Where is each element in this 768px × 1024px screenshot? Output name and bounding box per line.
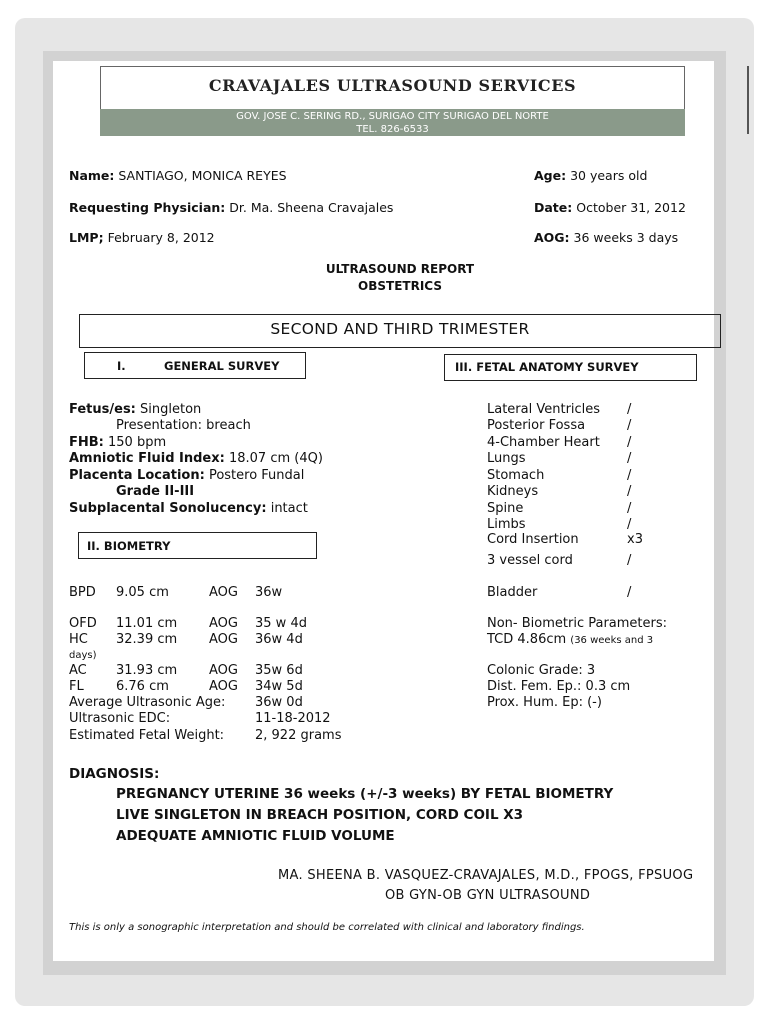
biometry-aog: 36w 4d bbox=[255, 632, 303, 647]
subplacental-value: intact bbox=[270, 501, 308, 516]
placenta-grade bbox=[116, 484, 194, 500]
average-age-value: 36w 0d bbox=[255, 695, 303, 710]
clinic-address: GOV. JOSE C. SERING RD., SURIGAO CITY SURIGAO DEL NORTE bbox=[236, 111, 549, 122]
anatomy-survey-heading: III. FETAL ANATOMY SURVEY bbox=[455, 360, 639, 374]
biometry-aog: 35 w 4d bbox=[255, 616, 307, 631]
lmp-label: LMP; bbox=[69, 230, 104, 245]
fhb-value: 150 bpm bbox=[108, 435, 167, 450]
anatomy-mark: / bbox=[627, 553, 632, 568]
biometry-aog: 35w 6d bbox=[255, 663, 303, 678]
anatomy-organ: Cord Insertion bbox=[487, 532, 579, 547]
general-survey-heading: GENERAL SURVEY bbox=[164, 359, 280, 373]
biometry-aog: 34w 5d bbox=[255, 679, 303, 694]
disclaimer: This is only a sonographic interpretation and should be correlated with clinical and laboratory findings. bbox=[69, 922, 585, 933]
biometry-aog-label: AOG bbox=[209, 679, 238, 694]
biometry-param: OFD bbox=[69, 616, 97, 631]
presentation-line bbox=[116, 418, 251, 434]
biometry-aog-label: AOG bbox=[209, 663, 238, 678]
patient-name: SANTIAGO, MONICA REYES bbox=[118, 168, 287, 183]
edc-label: Ultrasonic EDC: bbox=[69, 711, 171, 726]
biometry-value: 11.01 cm bbox=[116, 616, 178, 631]
patient-age: 30 years old bbox=[570, 168, 648, 183]
placenta-value: Postero Fundal bbox=[208, 468, 305, 483]
fhb-label: FHB: bbox=[69, 435, 104, 450]
patient-name-field bbox=[69, 168, 287, 183]
trimester-title: SECOND AND THIRD TRIMESTER bbox=[270, 320, 530, 338]
exam-date-field bbox=[534, 200, 686, 215]
edc-value: 11-18-2012 bbox=[255, 711, 331, 726]
anatomy-organ: Lungs bbox=[487, 451, 526, 466]
clinic-telephone: TEL. 826-6533 bbox=[356, 124, 429, 135]
anatomy-organ: 4-Chamber Heart bbox=[487, 435, 600, 450]
distal-femoral-epiphysis: Dist. Fem. Ep.: 0.3 cm bbox=[487, 679, 631, 694]
efw-value: 2, 922 grams bbox=[255, 728, 342, 743]
anatomy-organ: Posterior Fossa bbox=[487, 418, 586, 433]
efw-label: Estimated Fetal Weight: bbox=[69, 728, 225, 743]
biometry-aog: 36w bbox=[255, 585, 283, 600]
placenta-grade-value: Grade II-III bbox=[116, 484, 195, 499]
non-biometric-heading: Non- Biometric Parameters: bbox=[487, 616, 668, 631]
biometry-param: AC bbox=[69, 663, 87, 678]
diagnosis-label: DIAGNOSIS: bbox=[69, 766, 160, 782]
anatomy-mark: / bbox=[627, 585, 632, 600]
anatomy-mark: x3 bbox=[627, 532, 643, 547]
subplacental-line bbox=[69, 501, 308, 517]
anatomy-organ: 3 vessel cord bbox=[487, 553, 573, 568]
physician-name: Dr. Ma. Sheena Cravajales bbox=[229, 200, 394, 215]
physician-signature-title: OB GYN-OB GYN ULTRASOUND bbox=[385, 888, 591, 903]
scroll-edge bbox=[747, 66, 749, 134]
anatomy-mark: / bbox=[627, 484, 632, 499]
clinic-name: CRAVAJALES ULTRASOUND SERVICES bbox=[208, 76, 577, 95]
afi-label: Amniotic Fluid Index: bbox=[69, 451, 225, 466]
fhb-line bbox=[69, 435, 166, 451]
anatomy-organ: Kidneys bbox=[487, 484, 539, 499]
anatomy-mark: / bbox=[627, 517, 632, 532]
anatomy-mark: / bbox=[627, 435, 632, 450]
anatomy-organ: Lateral Ventricles bbox=[487, 402, 601, 417]
fetus-line bbox=[69, 402, 201, 418]
anatomy-organ: Limbs bbox=[487, 517, 526, 532]
anatomy-mark: / bbox=[627, 468, 632, 483]
average-age-label: Average Ultrasonic Age: bbox=[69, 695, 226, 710]
tcd-note: (36 weeks and 3 bbox=[570, 635, 654, 646]
fetus-value: Singleton bbox=[140, 402, 202, 417]
anatomy-organ: Stomach bbox=[487, 468, 545, 483]
anatomy-mark: / bbox=[627, 451, 632, 466]
lmp-date: February 8, 2012 bbox=[107, 230, 215, 245]
biometry-param: BPD bbox=[69, 585, 96, 600]
anatomy-mark: / bbox=[627, 418, 632, 433]
diagnosis-line: PREGNANCY UTERINE 36 weeks (+/-3 weeks) BY FETAL BIOMETRY bbox=[116, 786, 614, 802]
fetus-label: Fetus/es: bbox=[69, 402, 136, 417]
presentation-label: Presentation: bbox=[116, 418, 203, 433]
biometry-value: 31.93 cm bbox=[116, 663, 178, 678]
placenta-line bbox=[69, 468, 304, 484]
diagnosis-line: LIVE SINGLETON IN BREACH POSITION, CORD COIL X3 bbox=[116, 807, 524, 823]
report-subtitle: OBSTETRICS bbox=[358, 279, 442, 293]
biometry-param: FL bbox=[69, 679, 84, 694]
biometry-aog-label: AOG bbox=[209, 585, 238, 600]
biometry-aog-label: AOG bbox=[209, 632, 238, 647]
placenta-label: Placenta Location: bbox=[69, 468, 205, 483]
anatomy-mark: / bbox=[627, 501, 632, 516]
afi-value: 18.07 cm (4Q) bbox=[228, 451, 323, 466]
anatomy-mark: / bbox=[627, 402, 632, 417]
aog-label: AOG: bbox=[534, 230, 570, 245]
anatomy-organ: Bladder bbox=[487, 585, 538, 600]
lmp-field bbox=[69, 230, 215, 245]
physician-signature-name: MA. SHEENA B. VASQUEZ-CRAVAJALES, M.D., FPOGS, FPSUOG bbox=[278, 868, 694, 883]
aog-value: 36 weeks 3 days bbox=[573, 230, 679, 245]
biometry-value: 9.05 cm bbox=[116, 585, 169, 600]
aog-field bbox=[534, 230, 678, 245]
tcd-line bbox=[487, 632, 653, 649]
biometry-value: 32.39 cm bbox=[116, 632, 178, 647]
exam-date: October 31, 2012 bbox=[576, 200, 686, 215]
patient-age-field bbox=[534, 168, 647, 183]
biometry-value: 6.76 cm bbox=[116, 679, 169, 694]
diagnosis-line: ADEQUATE AMNIOTIC FLUID VOLUME bbox=[116, 828, 395, 844]
tcd-value: TCD 4.86cm bbox=[487, 632, 567, 647]
patient-age-label: Age: bbox=[534, 168, 567, 183]
tcd-note-overflow: days) bbox=[69, 650, 97, 661]
afi-line bbox=[69, 451, 323, 467]
patient-name-label: Name: bbox=[69, 168, 115, 183]
biometry-heading: II. BIOMETRY bbox=[87, 539, 171, 553]
presentation-value: breach bbox=[206, 418, 251, 433]
physician-field bbox=[69, 200, 393, 215]
proximal-humeral-epiphysis: Prox. Hum. Ep: (-) bbox=[487, 695, 602, 710]
general-survey-number: I. bbox=[117, 359, 126, 373]
exam-date-label: Date: bbox=[534, 200, 573, 215]
anatomy-organ: Spine bbox=[487, 501, 524, 516]
colonic-grade: Colonic Grade: 3 bbox=[487, 663, 596, 678]
physician-label: Requesting Physician: bbox=[69, 200, 226, 215]
subplacental-label: Subplacental Sonolucency: bbox=[69, 501, 267, 516]
biometry-aog-label: AOG bbox=[209, 616, 238, 631]
report-title: ULTRASOUND REPORT bbox=[325, 262, 475, 276]
biometry-param: HC bbox=[69, 632, 88, 647]
